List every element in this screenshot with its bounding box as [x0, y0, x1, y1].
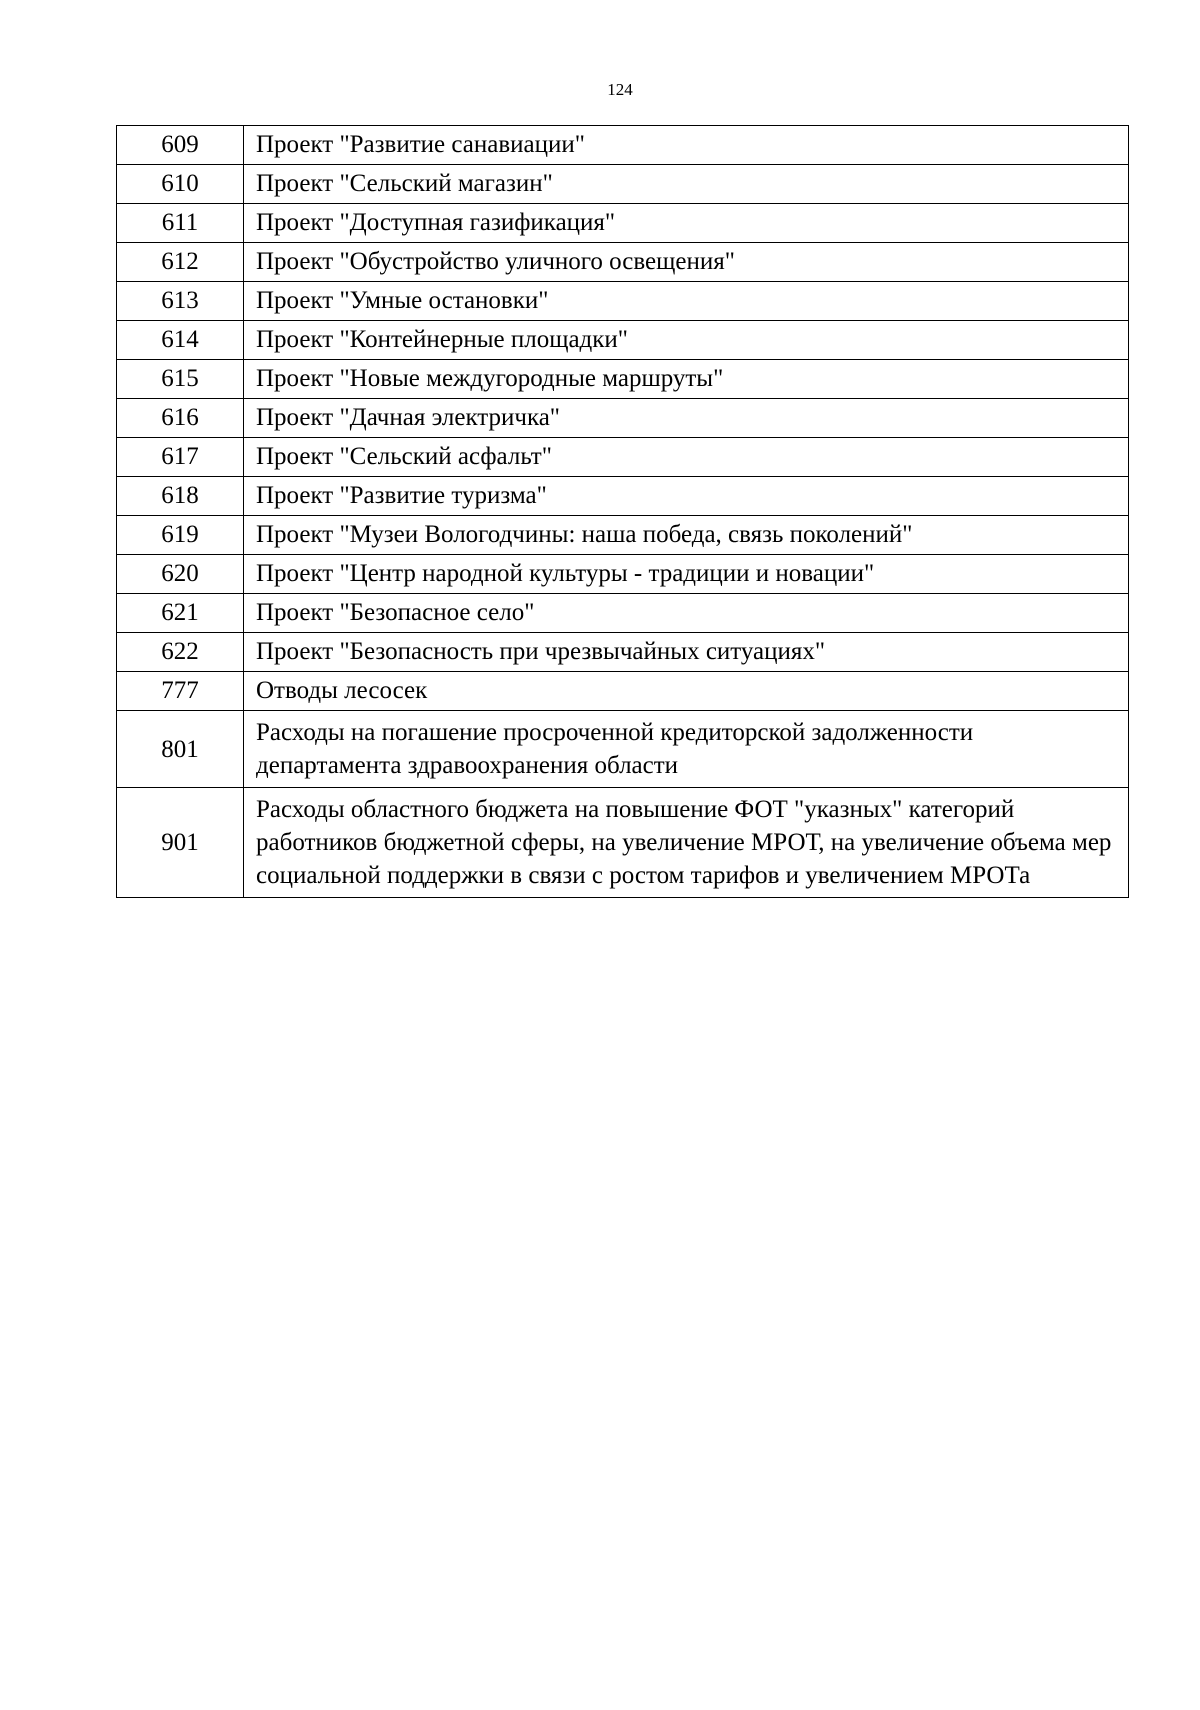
table-row — [117, 360, 1129, 399]
table-row — [117, 672, 1129, 711]
name-cell: Проект "Развитие санавиации" — [244, 126, 1129, 165]
code-cell: 622 — [117, 633, 244, 672]
code-cell: 611 — [117, 204, 244, 243]
code-cell: 621 — [117, 594, 244, 633]
code-cell: 620 — [117, 555, 244, 594]
name-cell: Проект "Обустройство уличного освещения" — [244, 243, 1129, 282]
name-cell: Проект "Центр народной культуры - традиции и новации" — [244, 555, 1129, 594]
name-cell: Проект "Сельский магазин" — [244, 165, 1129, 204]
code-cell: 609 — [117, 126, 244, 165]
table-row — [117, 594, 1129, 633]
table-row — [117, 243, 1129, 282]
name-cell: Отводы лесосек — [244, 672, 1129, 711]
code-cell: 617 — [117, 438, 244, 477]
table-row — [117, 438, 1129, 477]
expense-codes-table — [116, 125, 1129, 898]
name-cell: Проект "Умные остановки" — [244, 282, 1129, 321]
table-row — [117, 282, 1129, 321]
name-cell: Проект "Безопасное село" — [244, 594, 1129, 633]
name-cell: Расходы областного бюджета на повышение ФОТ "указных" категорий работников бюджетной сферы, на увеличение МРОТ, на увеличение объема мер социальной поддержки в связи с ростом тарифов и увеличением МРОТа — [244, 788, 1129, 898]
name-cell: Проект "Дачная электричка" — [244, 399, 1129, 438]
name-cell: Проект "Безопасность при чрезвычайных ситуациях" — [244, 633, 1129, 672]
table-row — [117, 555, 1129, 594]
table-row — [117, 788, 1129, 898]
table-row — [117, 516, 1129, 555]
name-cell: Проект "Развитие туризма" — [244, 477, 1129, 516]
name-cell: Проект "Новые междугородные маршруты" — [244, 360, 1129, 399]
code-cell: 616 — [117, 399, 244, 438]
code-cell: 610 — [117, 165, 244, 204]
code-cell: 801 — [117, 711, 244, 788]
name-cell: Проект "Контейнерные площадки" — [244, 321, 1129, 360]
name-cell: Проект "Доступная газификация" — [244, 204, 1129, 243]
code-cell: 612 — [117, 243, 244, 282]
table-row — [117, 204, 1129, 243]
code-cell: 615 — [117, 360, 244, 399]
name-cell: Расходы на погашение просроченной кредиторской задолженности департамента здравоохранения области — [244, 711, 1129, 788]
name-cell: Проект "Музеи Вологодчины: наша победа, связь поколений" — [244, 516, 1129, 555]
code-cell: 777 — [117, 672, 244, 711]
code-cell: 619 — [117, 516, 244, 555]
code-cell: 618 — [117, 477, 244, 516]
table-row — [117, 633, 1129, 672]
table-row — [117, 126, 1129, 165]
table-row — [117, 399, 1129, 438]
code-cell: 614 — [117, 321, 244, 360]
table-row — [117, 477, 1129, 516]
code-cell: 613 — [117, 282, 244, 321]
table-row — [117, 165, 1129, 204]
table-row — [117, 711, 1129, 788]
name-cell: Проект "Сельский асфальт" — [244, 438, 1129, 477]
table-row — [117, 321, 1129, 360]
page-number: 124 — [607, 80, 633, 99]
code-cell: 901 — [117, 788, 244, 898]
